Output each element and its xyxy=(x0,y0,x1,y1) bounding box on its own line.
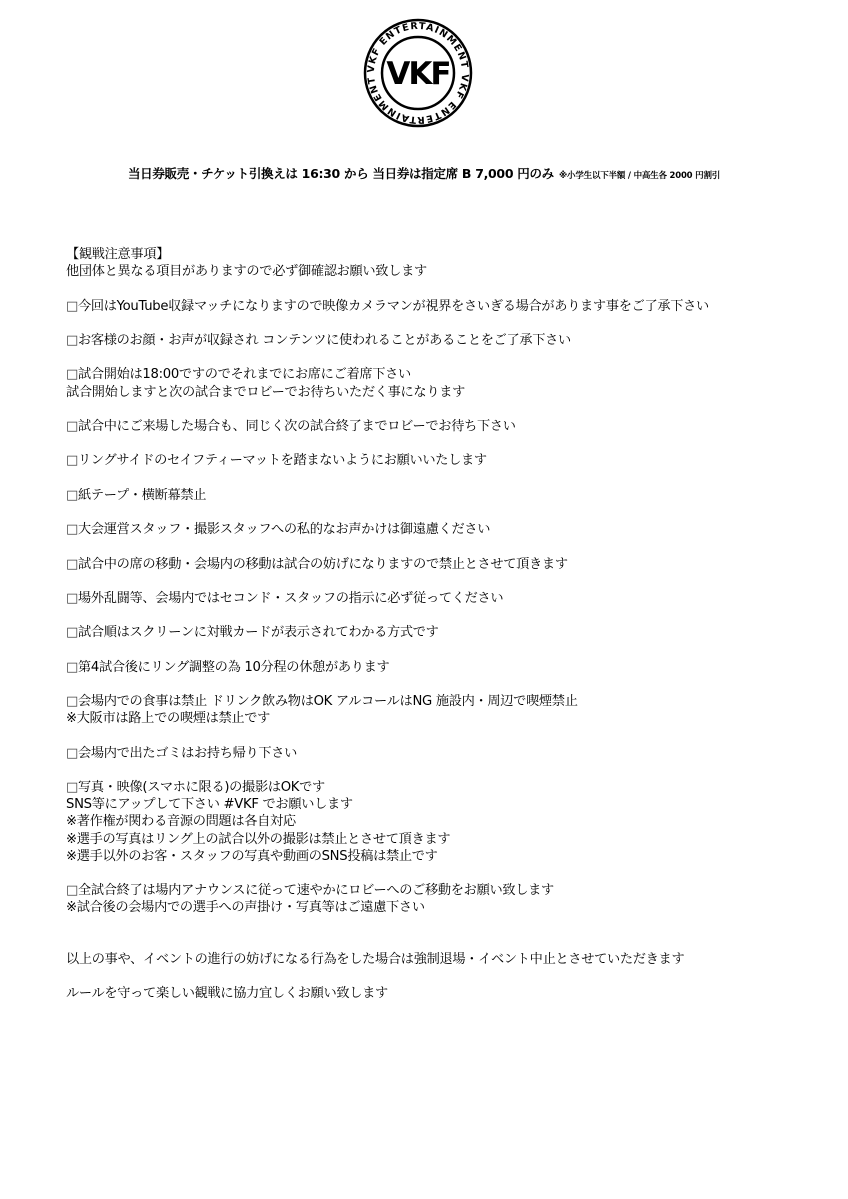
notes-list-item xyxy=(66,452,836,469)
checkbox-icon: □ xyxy=(66,298,78,314)
closing-request: ルールを守って楽しい観戦に協力宜しくお願い致します xyxy=(66,986,388,1002)
notes-item-subtext xyxy=(66,848,836,865)
checkbox-icon: □ xyxy=(66,487,78,503)
notes-item-text xyxy=(66,452,836,469)
notes-item-label: 会場内での食事は禁止 ドリンク飲み物はOK アルコールはNG 施設内・周辺で喫煙禁止 xyxy=(77,694,578,710)
notes-item-label: ※著作権が関わる音源の問題は各自対応 xyxy=(66,814,296,830)
notes-list-item xyxy=(66,590,836,607)
notes-list-item xyxy=(66,521,836,538)
notes-item-label: ※選手以外のお客・スタッフの写真や動画のSNS投稿は禁止です xyxy=(66,848,438,864)
notes-item-label: 場外乱闘等、会場内ではセコンド・スタッフの指示に必ず従ってください xyxy=(77,590,504,606)
notes-item-text xyxy=(66,418,836,435)
notes-item-label: SNS等にアップして下さい #VKF でお願いします xyxy=(66,797,353,813)
notes-list-item xyxy=(66,556,836,573)
spacer xyxy=(66,607,836,624)
notes-item-label: 試合中の席の移動・会場内の移動は試合の妨げになりますので禁止とさせて頂きます xyxy=(77,556,568,572)
notes-list-item xyxy=(66,624,836,641)
notes-item-label: 全試合終了は場内アナウンスに従って速やかにロビーへのご移動をお願い致します xyxy=(77,883,554,899)
checkbox-icon: □ xyxy=(66,780,78,796)
notes-item-label: 写真・映像(スマホに限る)の撮影はOKです xyxy=(77,780,325,796)
notes-item-text xyxy=(66,590,836,607)
checkbox-icon: □ xyxy=(66,694,78,710)
ticket-discount-note: ※小学生以下半額 / 中高生各 2000 円割引 xyxy=(558,171,721,181)
spacer xyxy=(66,676,836,693)
spacer xyxy=(66,917,836,934)
notes-item-label: 第4試合後にリング調整の為 10分程の休憩があります xyxy=(77,659,390,675)
notes-list-item xyxy=(66,487,836,504)
spacer xyxy=(66,728,836,745)
spacer xyxy=(66,762,836,779)
checkbox-icon: □ xyxy=(66,745,78,761)
spacer xyxy=(66,435,836,452)
ticket-info xyxy=(0,163,848,182)
notes-item-text xyxy=(66,487,836,504)
spacer xyxy=(66,934,836,951)
notes-item-subtext xyxy=(66,899,836,916)
notes-item-subtext xyxy=(66,831,836,848)
notes-item-subtext xyxy=(66,796,836,813)
checkbox-icon: □ xyxy=(66,625,78,641)
notes-item-subtext xyxy=(66,384,836,401)
notes-intro: 他団体と異なる項目がありますので必ず御確認お願い致します xyxy=(66,264,427,280)
logo-letters: VKF xyxy=(386,56,450,92)
notes-item-label: 試合開始は18:00ですのでそれまでにお席にご着席下さい xyxy=(77,367,411,383)
notes-list-item xyxy=(66,693,836,727)
notes-item-text xyxy=(66,298,836,315)
notes-list-item xyxy=(66,745,836,762)
checkbox-icon: □ xyxy=(66,659,78,675)
notes-item-label: 試合順はスクリーンに対戦カードが表示されてわかる方式です xyxy=(77,625,439,641)
checkbox-icon: □ xyxy=(66,453,78,469)
checkbox-icon: □ xyxy=(66,332,78,348)
notes-list-item xyxy=(66,779,836,865)
checkbox-icon: □ xyxy=(66,522,78,538)
checkbox-icon: □ xyxy=(66,883,78,899)
notes-item-label: 試合開始しますと次の試合までロビーでお待ちいただく事になります xyxy=(66,384,465,400)
spacer xyxy=(66,642,836,659)
notes-item-label: お客様のお顔・お声が収録され コンテンツに使われることがあることをご了承下さい xyxy=(77,332,571,348)
notes-item-text xyxy=(66,779,836,796)
spacer xyxy=(66,968,836,985)
notes-item-text xyxy=(66,882,836,899)
notes-item-label: ※選手の写真はリング上の試合以外の撮影は禁止とさせて頂きます xyxy=(66,831,451,847)
checkbox-icon: □ xyxy=(66,367,78,383)
notes-item-label: ※試合後の会場内での選手への声掛け・写真等はご遠慮下さい xyxy=(66,900,425,916)
notes-item-text xyxy=(66,366,836,383)
notes-list-item xyxy=(66,332,836,349)
notes-list-item xyxy=(66,366,836,400)
spacer xyxy=(66,470,836,487)
notes-item-label: 大会運営スタッフ・撮影スタッフへの私的なお声かけは御遠慮ください xyxy=(77,522,491,538)
notes-list-item xyxy=(66,298,836,315)
spectator-notes xyxy=(66,246,836,1003)
spacer xyxy=(66,401,836,418)
spacer xyxy=(66,280,836,297)
notes-heading: 【観戦注意事項】 xyxy=(66,247,170,262)
spacer xyxy=(66,349,836,366)
checkbox-icon: □ xyxy=(66,556,78,572)
notes-item-text xyxy=(66,521,836,538)
ticket-sales-info: 当日券販売・チケット引換えは 16:30 から 当日券は指定席 B 7,000 円のみ xyxy=(127,166,554,181)
notes-item-label: 試合中にご来場した場合も、同じく次の試合終了までロビーでお待ち下さい xyxy=(77,418,516,434)
checkbox-icon: □ xyxy=(66,418,78,434)
notes-item-label: 今回はYouTube収録マッチになりますので映像カメラマンが視界をさいぎる場合があります事をご了承下さい xyxy=(77,298,709,314)
notes-item-text xyxy=(66,745,836,762)
notes-list-item xyxy=(66,882,836,916)
vkf-entertainment-logo xyxy=(363,18,473,128)
notes-list-item xyxy=(66,418,836,435)
spacer xyxy=(66,315,836,332)
notes-item-label: 紙テープ・横断幕禁止 xyxy=(77,487,207,503)
notes-list xyxy=(66,280,836,916)
checkbox-icon: □ xyxy=(66,590,78,606)
notes-item-text xyxy=(66,693,836,710)
notes-item-text xyxy=(66,659,836,676)
spacer xyxy=(66,573,836,590)
spacer xyxy=(66,865,836,882)
notes-item-text xyxy=(66,332,836,349)
spacer xyxy=(66,504,836,521)
notes-item-text xyxy=(66,556,836,573)
notes-item-subtext xyxy=(66,813,836,830)
notes-item-subtext xyxy=(66,710,836,727)
notes-item-label: ※大阪市は路上での喫煙は禁止です xyxy=(66,711,271,727)
logo-ring-text: VKF ENTERTAINMENT VKF ENTERTAINMENT xyxy=(365,20,471,126)
closing-warning: 以上の事や、イベントの進行の妨げになる行為をした場合は強制退場・イベント中止とさせていただきます xyxy=(66,952,685,968)
notes-item-label: 会場内で出たゴミはお持ち帰り下さい xyxy=(77,745,298,761)
notes-item-text xyxy=(66,624,836,641)
notes-item-label: リングサイドのセイフティーマットを踏まないようにお願いいたします xyxy=(77,453,487,469)
notes-list-item xyxy=(66,659,836,676)
spacer xyxy=(66,538,836,555)
